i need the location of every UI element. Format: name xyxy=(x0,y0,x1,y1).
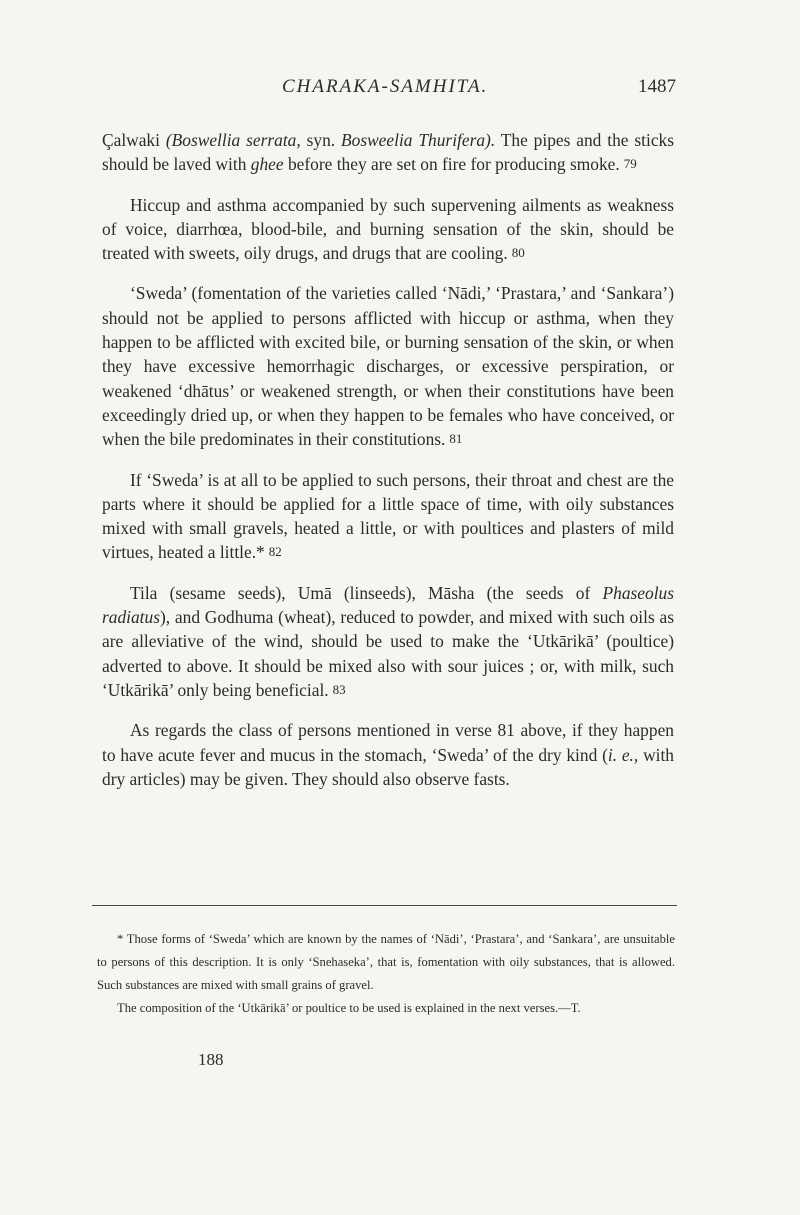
paragraph-p3 xyxy=(102,281,674,451)
text-run: with dry articles) may be given. They should also observe fasts. xyxy=(102,744,674,789)
italic-text: (Boswellia serrata, xyxy=(165,130,301,150)
body-text xyxy=(102,128,674,807)
paragraph-p1 xyxy=(102,128,674,177)
running-head xyxy=(102,76,678,104)
text-run: ‘Sweda’ (fomentation of the varieties called ‘Nādi,’ ‘Prastara,’ and ‘Sankara’) should not be applied to persons afflicted with hiccup or asthma, when they happen to be afflicted with excited bile, or burning sensation of the skin, or when they have excessive hemorrhagic discharges, or excessive perspiration, or weakened ‘dhātus’ or weakened strength, or when their constitutions have been exceedingly dried up, or when they happen to be females who have conceived, or when the bile predominates in their constitutions. xyxy=(102,283,674,450)
verse-number: 82 xyxy=(268,544,282,560)
text-run: ), and Godhuma (wheat), reduced to powder, and mixed with such oils as are alleviative of the wind, should be used to make the ‘Utkārikā’ (poultice) adverted to above. It should be mixed also with sour juices ; or, with milk, such ‘Utkārikā’ only being beneficial. xyxy=(102,607,674,700)
text-run: before they are set on fire for producing smoke. xyxy=(283,154,620,175)
text-run: Tila (sesame seeds), Umā (linseeds), Māsha (the seeds of xyxy=(130,582,603,603)
text-run: If ‘Sweda’ is at all to be applied to such persons, their throat and chest are the parts where it should be applied for a little space of time, with oily substances mixed with small gravels, heated a little, or with poultices and plasters of mild virtues, heated a little.* xyxy=(102,469,674,563)
text-run: Hiccup and asthma accompanied by such supervening ailments as weakness of voice, diarrhœa, blood-bile, and burning sensation of the skin, should be treated with sweets, oily drugs, and drugs that are cooling. xyxy=(102,194,674,264)
paragraph-p6 xyxy=(102,718,674,791)
italic-text: Bosweelia Thurifera). xyxy=(341,130,496,150)
text-run: The pipes and the sticks should be laved with xyxy=(102,130,675,175)
text-run: syn. xyxy=(300,130,341,150)
verse-number: 81 xyxy=(449,431,463,447)
text-run: Çalwaki xyxy=(102,130,166,150)
italic-text: ghee xyxy=(250,154,284,175)
italic-text: Phaseolus radiatus xyxy=(102,582,674,628)
italic-text: i. e., xyxy=(607,744,639,765)
verse-number: 79 xyxy=(623,156,637,172)
text-run: As regards the class of persons mentioned in verse 81 above, if they happen to have acute fever and mucus in the stomach, ‘Sweda’ of the dry kind ( xyxy=(102,720,674,765)
footnote: The composition of the ‘Utkārikā’ or poultice to be used is explained in the next verses.—T. xyxy=(117,1001,581,1015)
signature-mark: 188 xyxy=(198,1050,224,1069)
footnote: * Those forms of ‘Sweda’ which are known by the names of ‘Nādi’, ‘Prastara’, and ‘Sankara’, are unsuitable to persons of this description. It is only ‘Snehaseka’, that is, fomentation with oily substances, that is allowed. Such substances are mixed with small grains of gravel. xyxy=(97,932,675,992)
paragraph-p5 xyxy=(102,581,674,702)
running-title: CHARAKA-SAMHITA. xyxy=(282,76,489,97)
footnotes xyxy=(97,928,675,1020)
verse-number: 83 xyxy=(332,681,346,697)
verse-number: 80 xyxy=(511,245,525,261)
paragraph-p2 xyxy=(102,193,674,266)
footnote-rule xyxy=(92,905,677,906)
page-number: 1487 xyxy=(638,76,676,97)
paragraph-p4 xyxy=(102,468,674,565)
